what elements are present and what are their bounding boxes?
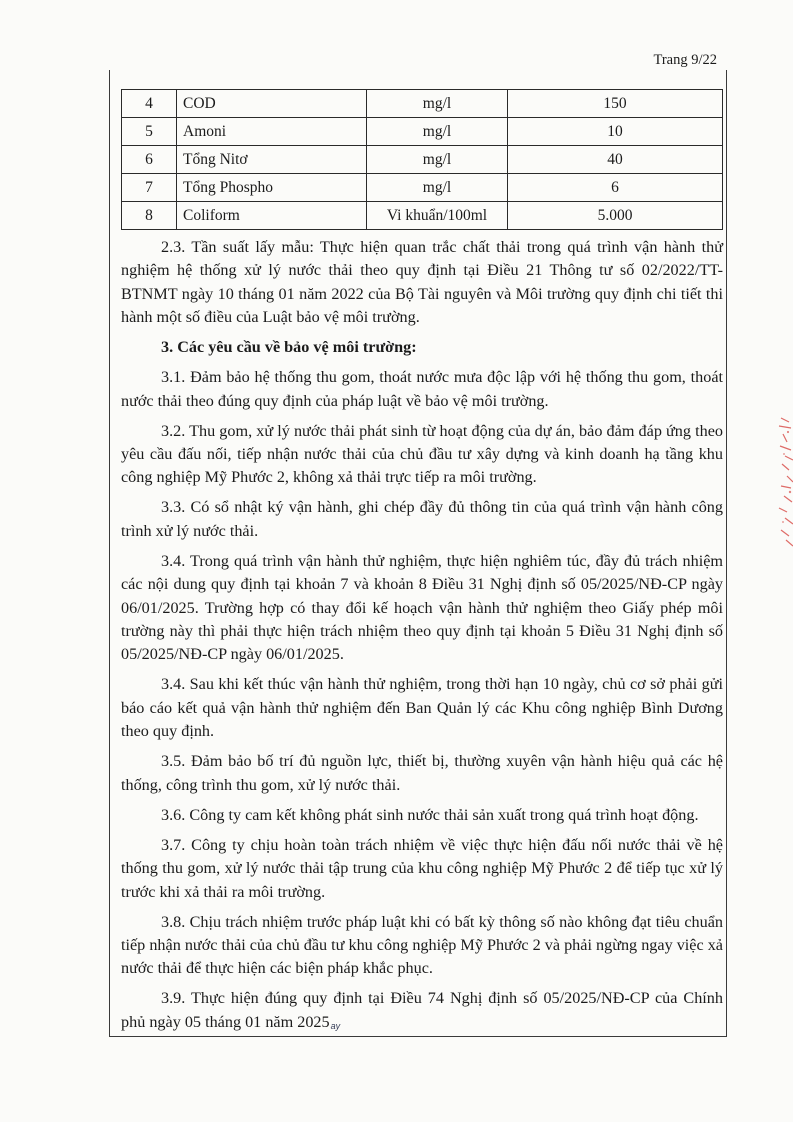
table-row xyxy=(122,202,723,230)
row-number: 6 xyxy=(122,146,177,174)
parameter-limit: 10 xyxy=(508,118,723,146)
parameter-unit: mg/l xyxy=(367,118,508,146)
paragraph-3-9-text: 3.9. Thực hiện đúng quy định tại Điều 74 Nghị định số 05/2025/NĐ-CP của Chính phủ ngày 05 tháng 01 năm 2025 xyxy=(121,989,723,1031)
parameter-unit: Vi khuẩn/100ml xyxy=(367,202,508,230)
parameter-table xyxy=(121,89,723,230)
row-number: 8 xyxy=(122,202,177,230)
paragraph-3-6: 3.6. Công ty cam kết không phát sinh nước thải sản xuất trong quá trình hoạt động. xyxy=(161,805,699,824)
paragraph-3-3: 3.3. Có sổ nhật ký vận hành, ghi chép đầy đủ thông tin của quá trình vận hành công trình xử lý nước thải. xyxy=(121,498,723,540)
paragraph-3-7: 3.7. Công ty chịu hoàn toàn trách nhiệm về việc thực hiện đấu nối nước thải về hệ thống thu gom, xử lý nước thải tập trung của khu công nghiệp Mỹ Phước 2 để tiếp tục xử lý trước khi xả thải ra môi trường. xyxy=(121,835,723,901)
paragraph-3-2: 3.2. Thu gom, xử lý nước thải phát sinh từ hoạt động của dự án, bảo đảm đáp ứng theo yêu cầu đấu nối, tiếp nhận nước thải của chủ đầu tư xây dựng và kinh doanh hạ tầng khu công nghiệp Mỹ Phước 2, không xả thải trực tiếp ra môi trường. xyxy=(121,421,723,487)
parameter-limit: 40 xyxy=(508,146,723,174)
red-seal-edge-icon xyxy=(767,412,793,552)
parameter-limit: 150 xyxy=(508,90,723,118)
section-heading: 3. Các yêu cầu về bảo vệ môi trường: xyxy=(161,338,417,357)
table-row xyxy=(122,118,723,146)
parameter-unit: mg/l xyxy=(367,174,508,202)
paragraph-3-4-b: 3.4. Sau khi kết thúc vận hành thử nghiệm, trong thời hạn 10 ngày, chủ cơ sở phải gửi báo cáo kết quả vận hành thử nghiệm đến Ban Quản lý các Khu công nghiệp Bình Dương theo quy định. xyxy=(121,675,723,741)
document-body xyxy=(121,236,723,1045)
parameter-unit: mg/l xyxy=(367,90,508,118)
table-row xyxy=(122,146,723,174)
paragraph-3-5: 3.5. Đảm bảo bố trí đủ nguồn lực, thiết bị, thường xuyên vận hành hiệu quả các hệ thống, công trình thu gom, xử lý nước thải. xyxy=(121,752,723,794)
paragraph-3-1: 3.1. Đảm bảo hệ thống thu gom, thoát nước mưa độc lập với hệ thống thu gom, thoát nước thải theo đúng quy định của pháp luật về bảo vệ môi trường. xyxy=(121,368,723,410)
page-number: Trang 9/22 xyxy=(653,52,717,68)
paragraph-3-9 xyxy=(121,987,723,1038)
table-row xyxy=(122,174,723,202)
table-row xyxy=(122,90,723,118)
parameter-name: Tổng Nitơ xyxy=(177,146,367,174)
parameter-name: Tổng Phospho xyxy=(177,174,367,202)
paragraph-2-3: 2.3. Tần suất lấy mẫu: Thực hiện quan trắc chất thải trong quá trình vận hành thử nghiệm hệ thống xử lý nước thải theo quy định tại Điều 21 Thông tư số 02/2022/TT-BTNMT ngày 10 tháng 01 năm 2022 của Bộ Tài nguyên và Môi trường quy định chi tiết thi hành một số điều của Luật bảo vệ môi trường. xyxy=(121,238,723,327)
parameter-name: COD xyxy=(177,90,367,118)
parameter-limit: 6 xyxy=(508,174,723,202)
parameter-name: Coliform xyxy=(177,202,367,230)
parameter-limit: 5.000 xyxy=(508,202,723,230)
row-number: 4 xyxy=(122,90,177,118)
paragraph-3-8: 3.8. Chịu trách nhiệm trước pháp luật khi có bất kỳ thông số nào không đạt tiêu chuẩn tiếp nhận nước thải của chủ đầu tư khu công nghiệp Mỹ Phước 2 và phải ngừng ngay việc xả nước thải để thực hiện các biện pháp khắc phục. xyxy=(121,912,723,978)
row-number: 5 xyxy=(122,118,177,146)
initials-mark: ay xyxy=(330,1020,341,1031)
parameter-unit: mg/l xyxy=(367,146,508,174)
paragraph-3-4-a: 3.4. Trong quá trình vận hành thử nghiệm, thực hiện nghiêm túc, đầy đủ trách nhiệm các nội dung quy định tại khoản 7 và khoản 8 Điều 31 Nghị định số 05/2025/NĐ-CP ngày 06/01/2025. Trường hợp có thay đổi kế hoạch vận hành thử nghiệm theo Giấy phép môi trường này thì phải thực hiện trách nhiệm theo quy định tại khoản 5 Điều 31 Nghị định số 05/2025/NĐ-CP ngày 06/01/2025. xyxy=(121,551,723,664)
parameter-name: Amoni xyxy=(177,118,367,146)
row-number: 7 xyxy=(122,174,177,202)
